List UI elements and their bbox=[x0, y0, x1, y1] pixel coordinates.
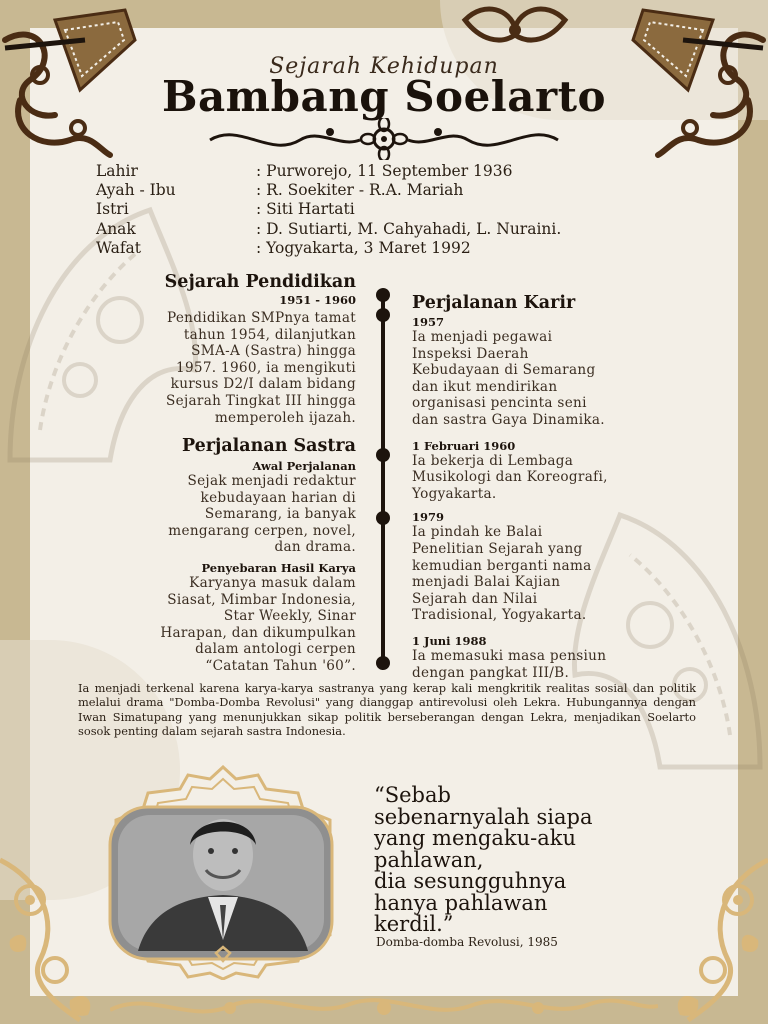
text-line: Harapan, dan dikumpulkan bbox=[160, 624, 356, 641]
quote-line: pahlawan, bbox=[374, 847, 484, 872]
karir-date: 1957 bbox=[412, 315, 445, 329]
text-line: Ia menjadi pegawai bbox=[412, 329, 553, 345]
text-line: Pendidikan SMPnya tamat bbox=[166, 310, 356, 326]
pendidikan-period: 1951 - 1960 bbox=[279, 293, 356, 307]
pendidikan-heading: Sejarah Pendidikan bbox=[164, 272, 356, 292]
text-line: Musikologi dan Koreografi, bbox=[412, 469, 608, 486]
quote-line: hanya pahlawan bbox=[374, 890, 548, 915]
text-line: dalam antologi cerpen bbox=[195, 641, 356, 658]
timeline-dot-icon bbox=[376, 448, 390, 462]
timeline-dot-icon bbox=[376, 511, 390, 525]
text-line: “Catatan Tahun '60”. bbox=[205, 657, 356, 674]
quote-line: yang mengaku-aku bbox=[374, 826, 576, 850]
bio-key: Lahir bbox=[96, 162, 138, 180]
bio-list bbox=[96, 162, 561, 258]
text-line: Sejarah dan Nilai bbox=[412, 590, 538, 607]
quote-line: kerdil.” bbox=[374, 912, 454, 936]
bio-value: : Siti Hartati bbox=[256, 200, 355, 219]
text-line: Tradisional, Yogyakarta. bbox=[412, 607, 587, 624]
text-line: tahun 1954, dilanjutkan bbox=[183, 326, 356, 343]
text-line: Inspeksi Daerah bbox=[412, 345, 529, 362]
karir-date: 1 Juni 1988 bbox=[412, 633, 487, 648]
text-line: dan sastra Gaya Dinamika. bbox=[412, 411, 605, 428]
text-line: dan drama. bbox=[274, 539, 356, 556]
text-line: mengarang cerpen, novel, bbox=[168, 522, 356, 539]
portrait-frame bbox=[98, 765, 348, 980]
page-title: Bambang Soelarto bbox=[161, 72, 607, 121]
pendidikan-section bbox=[80, 272, 356, 426]
bio-value: : D. Sutiarti, M. Cahyahadi, L. Nuraini. bbox=[256, 219, 562, 238]
timeline-dot-icon bbox=[376, 288, 390, 302]
text-line: dengan pangkat III/B. bbox=[412, 664, 570, 681]
text-line: Semarang, ia banyak bbox=[204, 506, 356, 523]
bio-row bbox=[96, 239, 561, 258]
bio-value: : Yogyakarta, 3 Maret 1992 bbox=[256, 238, 471, 257]
summary-paragraph: Ia menjadi terkenal karena karya-karya sastranya yang kerap kali mengkritik realitas sosial dan politik melalui drama "Domba-Domba Revolusi" yang dianggap antirevolusi oleh Lekra. Hubungannya dengan Iwan Simatupang yang menunjukkan sikap politik berseberangan dengan Lekra, menjadikan Soelarto sosok penting dalam sejarah sastra Indonesia. bbox=[78, 681, 696, 739]
timeline-dot-icon bbox=[376, 656, 390, 670]
quote-line: sebenarnyalah siapa bbox=[374, 804, 593, 829]
karir-text bbox=[412, 524, 702, 624]
bio-key: Wafat bbox=[96, 238, 142, 257]
bio-key: Istri bbox=[96, 200, 129, 219]
floral-corner-icon bbox=[658, 850, 768, 1024]
bio-row bbox=[96, 181, 561, 200]
karir-date: 1979 bbox=[412, 510, 445, 525]
quote-line: dia sesungguhnya bbox=[374, 869, 567, 893]
bio-key: Ayah - Ibu bbox=[96, 181, 176, 200]
text-line: Sejarah Tingkat III hingga bbox=[166, 392, 356, 409]
sastra-sebar-text bbox=[80, 575, 356, 675]
karir-text bbox=[412, 453, 702, 503]
text-line: Penelitian Sejarah yang bbox=[412, 540, 583, 557]
text-line: Yogyakarta. bbox=[412, 485, 497, 502]
quote-source: Domba-domba Revolusi, 1985 bbox=[376, 935, 558, 949]
flourish-divider-icon bbox=[200, 118, 568, 160]
bio-row bbox=[96, 220, 561, 239]
bio-value: : R. Soekiter - R.A. Mariah bbox=[256, 181, 464, 200]
text-line: kebudayaan harian di bbox=[200, 489, 356, 506]
text-line: Siasat, Mimbar Indonesia, bbox=[167, 591, 356, 608]
karir-date: 1 Februari 1960 bbox=[412, 438, 516, 453]
page-supertitle: Sejarah Kehidupan bbox=[269, 54, 499, 79]
karir-text bbox=[412, 329, 702, 429]
text-line: 1957. 1960, ia mengikuti bbox=[176, 359, 356, 376]
text-line: kemudian berganti nama bbox=[412, 557, 592, 574]
karir-heading: Perjalanan Karir bbox=[412, 293, 576, 313]
text-line: organisasi pencinta seni bbox=[412, 395, 587, 412]
text-line: Star Weekly, Sinar bbox=[223, 608, 356, 625]
text-line: Ia bekerja di Lembaga bbox=[412, 452, 574, 469]
timeline-dot-icon bbox=[376, 308, 390, 322]
bio-key: Anak bbox=[96, 219, 136, 238]
text-line: Ia pindah ke Balai bbox=[412, 524, 543, 541]
text-line: kursus D2/I dalam bidang bbox=[170, 376, 356, 393]
sastra-awal-label: Awal Perjalanan bbox=[252, 459, 356, 473]
sastra-section bbox=[80, 436, 356, 675]
bio-row bbox=[96, 162, 561, 181]
text-line: Karyanya masuk dalam bbox=[189, 574, 356, 591]
timeline-line bbox=[381, 290, 385, 666]
ornament-top-center-icon bbox=[460, 0, 570, 55]
text-line: dan ikut mendirikan bbox=[412, 378, 558, 395]
sastra-heading: Perjalanan Sastra bbox=[181, 436, 356, 456]
text-line: menjadi Balai Kajian bbox=[412, 574, 561, 591]
floral-corner-icon bbox=[0, 850, 110, 1024]
text-line: Sejak menjadi redaktur bbox=[187, 473, 356, 489]
quote-line: “Sebab bbox=[374, 783, 451, 807]
text-line: Kebudayaan di Semarang bbox=[412, 362, 596, 379]
karir-section bbox=[412, 293, 702, 681]
text-line: memperoleh ijazah. bbox=[214, 409, 356, 426]
karir-text bbox=[412, 648, 702, 681]
bio-value: : Purworejo, 11 September 1936 bbox=[256, 162, 513, 180]
text-line: SMA-A (Sastra) hingga bbox=[191, 343, 356, 360]
pendidikan-text bbox=[80, 310, 356, 426]
sastra-awal-text bbox=[80, 473, 356, 556]
sastra-sebar-label: Penyebaran Hasil Karya bbox=[201, 560, 356, 575]
floral-border-icon bbox=[110, 990, 658, 1024]
text-line: Ia memasuki masa pensiun bbox=[412, 647, 607, 664]
bio-row bbox=[96, 200, 561, 219]
